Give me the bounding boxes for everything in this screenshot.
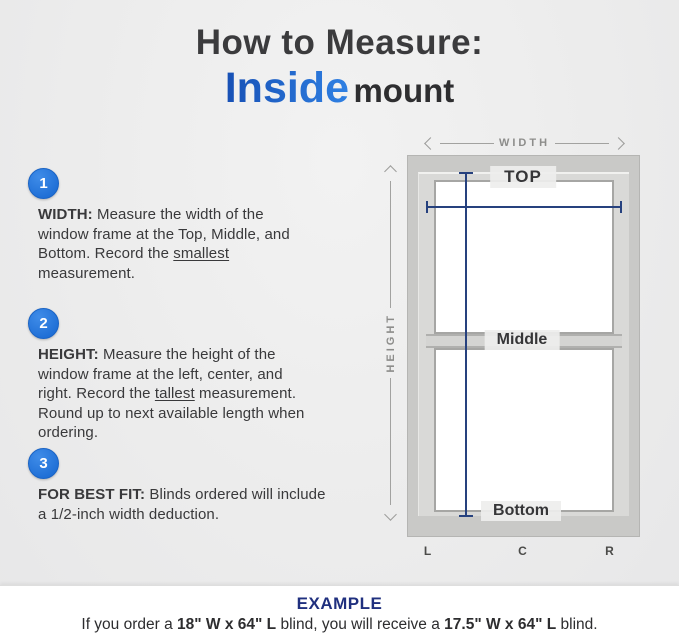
mark-left: L [423,544,433,558]
label-bottom: Bottom [481,501,561,521]
label-middle: Middle [485,330,560,350]
arrow-line [390,378,391,505]
page-title [0,23,679,113]
step-item-1 [28,168,380,283]
height-measure-line [465,172,467,517]
arrow-line [440,143,494,144]
example-footer [0,585,679,642]
width-measure-line [426,206,622,208]
example-sentence: If you order a 18" W x 64" L blind, you will receive a 17.5" W x 64" L blind. [81,616,598,633]
window-pane-top [434,180,614,334]
step-text: FOR BEST FIT: Blinds ordered will include a 1/2-inch width deduction. [38,486,326,523]
label-top: TOP [490,166,556,188]
height-arrow-label: HEIGHT [384,313,397,373]
step-text: WIDTH: Measure the width of the window frame at the Top, Middle, and Bottom. Record the smallest measurement. [38,206,290,282]
example-heading: EXAMPLE [296,594,383,613]
title-suffix-mount: mount [353,72,455,109]
arrow-up-icon [384,165,397,178]
step-item-2 [28,308,380,443]
height-dimension-arrow [383,167,398,519]
title-line1: How to Measure: [195,23,484,62]
title-highlight-inside: Inside [224,64,349,112]
mark-right: R [605,544,615,558]
arrow-line [555,143,609,144]
width-arrow-label: WIDTH [498,137,551,149]
arrow-left-icon [424,137,437,150]
step-number-badge: 2 [28,308,59,339]
arrow-line [390,181,391,308]
step-number-badge: 3 [28,448,59,479]
title-line2 [0,64,679,113]
window-pane-bottom [434,348,614,512]
arrow-down-icon [384,508,397,521]
step-item-3 [28,448,380,524]
mark-center: C [518,544,528,558]
step-text: HEIGHT: Measure the height of the window frame at the left, center, and right. Record the tallest measurement. Round up to next available length when ordering. [38,346,305,441]
arrow-right-icon [612,137,625,150]
step-number-badge: 1 [28,168,59,199]
width-dimension-arrow [426,136,623,150]
